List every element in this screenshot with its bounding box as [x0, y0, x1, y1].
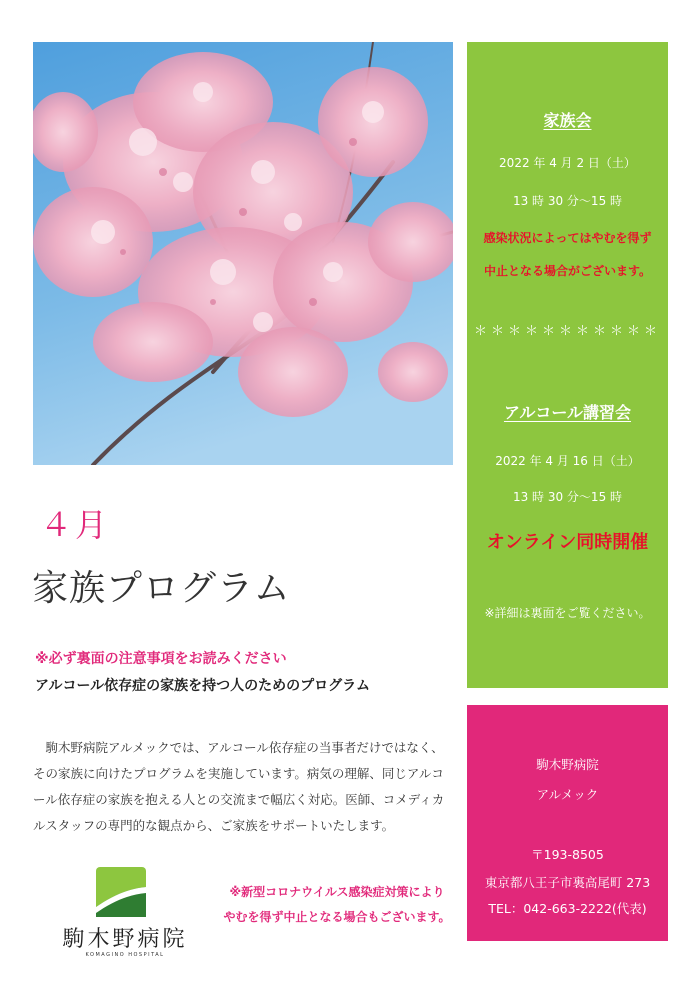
- hospital-logo-english: KOMAGINO HOSPITAL: [85, 952, 165, 958]
- contact-hospital: 駒木野病院: [536, 757, 599, 772]
- hospital-logo: [60, 860, 190, 960]
- separator-stars: ＊＊＊＊＊＊＊＊＊＊＊: [473, 324, 661, 339]
- hospital-logo-name: 駒木野病院: [62, 927, 188, 952]
- contact-tel: TEL：042-663-2222(代表): [488, 901, 647, 916]
- detail-notice: ※詳細は裏面をご覧ください。: [484, 606, 651, 620]
- program-subtitle: アルコール依存症の家族を持つ人のためのプログラム: [35, 678, 371, 694]
- reverse-side-notice: ※必ず裏面の注意事項をお読みください: [35, 651, 287, 667]
- contact-address: 東京都八王子市裏高尾町 273: [484, 875, 651, 890]
- contact-panel: [467, 705, 668, 941]
- cherry-blossom-photo: [33, 42, 453, 465]
- alcohol-lecture-date: 2022 年 4 月 16 日（土）: [495, 454, 640, 468]
- cherry-blossom-image: [33, 42, 453, 465]
- contact-unit: アルメック: [536, 787, 599, 802]
- family-meeting-warning-1: 感染状況によってはやむを得ず: [483, 231, 652, 245]
- hospital-logo-icon: [96, 867, 146, 917]
- covid-notice-line-1: ※新型コロナウイルス感染症対策により: [229, 885, 445, 899]
- schedule-panel: [467, 42, 668, 688]
- program-description: 駒木野病院アルメックでは、アルコール依存症の当事者だけではなく、その家族に向けたプログラムを実施しています。病気の理解、同じアルコール依存症の家族を抱える人との交流まで幅広く対応。医師、コメディカルスタッフの専門的な観点から、ご家族をサポートいたします。: [33, 740, 445, 833]
- family-meeting-date: 2022 年 4 月 2 日（土）: [499, 156, 636, 170]
- family-meeting-time: 13 時 30 分～15 時: [512, 194, 623, 208]
- page-title: 家族プログラム: [32, 568, 291, 609]
- covid-notice: [212, 880, 462, 930]
- covid-notice-line-2: やむを得ず中止となる場合もございます。: [223, 910, 451, 924]
- family-meeting-title: 家族会: [543, 111, 592, 130]
- month-label: ４月: [40, 506, 111, 544]
- family-meeting-warning-2: 中止となる場合がございます。: [483, 264, 652, 278]
- alcohol-lecture-time: 13 時 30 分～15 時: [512, 490, 623, 504]
- contact-postal: 〒193-8505: [531, 847, 604, 862]
- alcohol-lecture-title: アルコール講習会: [503, 403, 632, 422]
- online-notice: オンライン同時開催: [486, 532, 649, 553]
